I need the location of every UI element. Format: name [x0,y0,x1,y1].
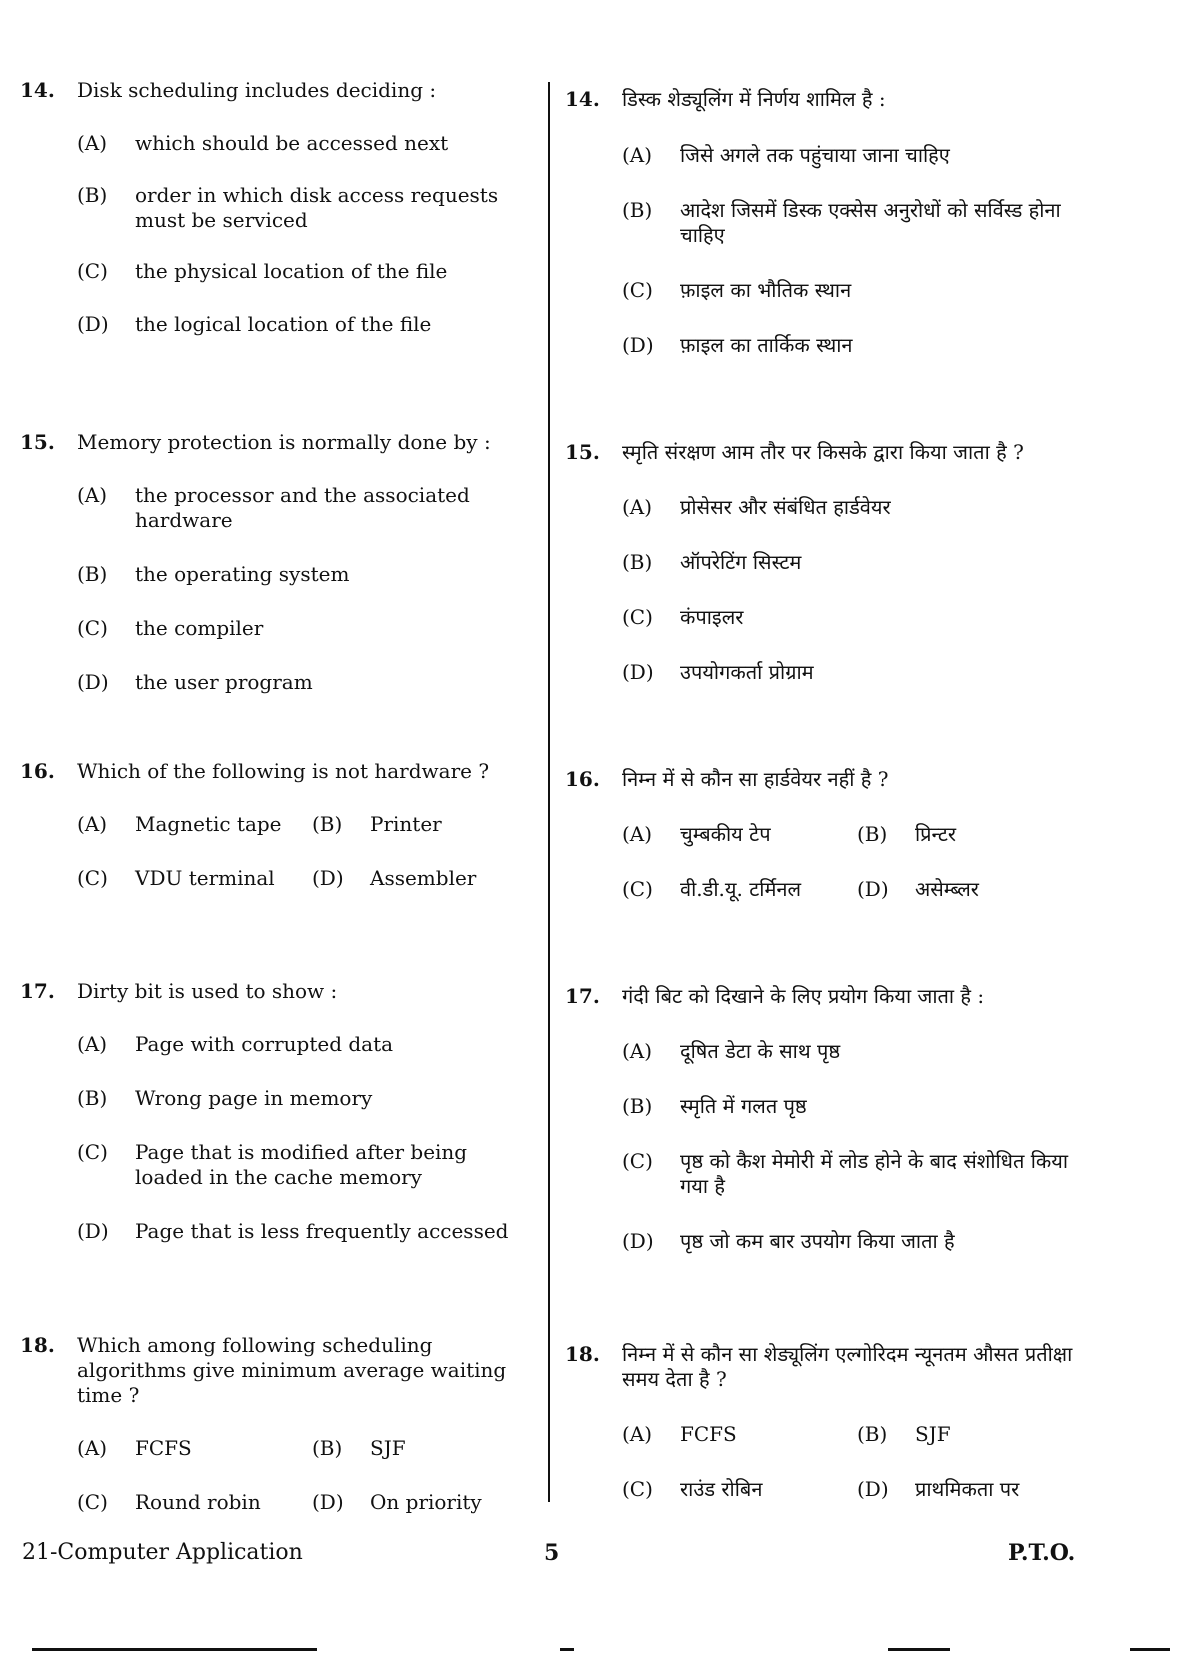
option-text: आदेश जिसमें डिस्क एक्सेस अनुरोधों को सर्विस्ड होना चाहिए [680,198,1061,247]
option-text: फ़ाइल का भौतिक स्थान [680,278,852,302]
option-text: पृष्ठ जो कम बार उपयोग किया जाता है [680,1229,955,1253]
option-label: (B) [77,1086,108,1110]
option-label: (B) [857,1422,888,1446]
question-text: Memory protection is normally done by : [77,430,491,454]
option-label: (A) [77,1436,108,1460]
question-number: 17. [20,979,55,1003]
option-label: (B) [857,822,888,846]
option-label: (C) [622,877,653,901]
question-text: गंदी बिट को दिखाने के लिए प्रयोग किया जाता है : [622,984,985,1008]
option-text: असेम्ब्लर [915,877,979,901]
question-text: Dirty bit is used to show : [77,979,338,1003]
option-label: (A) [77,812,108,836]
footer-page-number: 5 [544,1540,560,1566]
option-text: FCFS [680,1422,737,1446]
option-text: Printer [370,812,442,836]
option-label: (A) [622,1039,653,1063]
option-label: (D) [622,660,654,684]
option-text: प्राथमिकता पर [915,1477,1020,1501]
option-text: which should be accessed next [135,131,449,155]
question-number: 17. [565,984,600,1008]
question-number: 14. [565,87,600,111]
option-text: स्मृति में गलत पृष्ठ [680,1094,807,1118]
option-label: (B) [77,183,108,207]
question-text: निम्न में से कौन सा हार्डवेयर नहीं है ? [622,767,889,791]
option-text: प्रिन्टर [915,822,957,846]
question-17-hi [565,984,1085,1254]
question-text: Which of the following is not hardware ? [77,759,490,783]
option-label: (A) [77,483,108,507]
option-text: the physical location of the file [135,259,448,283]
question-16-hi [565,767,1085,902]
option-text: VDU terminal [135,866,275,890]
option-text: Page that is less frequently accessed [135,1219,509,1243]
option-text: Page that is modified after being loaded in the cache memory [135,1140,468,1189]
question-text: डिस्क शेड्यूलिंग में निर्णय शामिल है : [622,87,886,111]
option-label: (C) [77,1140,108,1164]
question-16-en [20,759,540,891]
option-label: (A) [77,131,108,155]
option-label: (A) [622,1422,653,1446]
option-label: (C) [77,616,108,640]
option-label: (B) [622,1094,653,1118]
option-text: order in which disk access requests must be serviced [135,183,499,232]
option-label: (C) [77,259,108,283]
question-18-en [20,1333,540,1515]
option-text: राउंड रोबिन [680,1477,763,1501]
option-label: (B) [312,1436,343,1460]
option-text: SJF [370,1436,406,1460]
option-label: (B) [312,812,343,836]
question-number: 14. [20,78,55,102]
bottom-rule-left [32,1648,317,1651]
option-label: (A) [622,143,653,167]
option-text: FCFS [135,1436,192,1460]
option-text: Wrong page in memory [135,1086,373,1110]
option-label: (A) [622,495,653,519]
question-15-en [20,430,540,695]
option-label: (C) [622,605,653,629]
question-14-hi [565,87,1085,358]
footer-pto: P.T.O. [1008,1540,1076,1566]
option-label: (A) [77,1032,108,1056]
question-number: 18. [565,1342,600,1366]
option-text: Round robin [135,1490,261,1514]
bottom-rule-edge [1130,1648,1170,1651]
option-text: Assembler [370,866,477,890]
question-18-hi [565,1342,1085,1502]
option-text: Magnetic tape [135,812,282,836]
option-text: जिसे अगले तक पहुंचाया जाना चाहिए [680,143,950,167]
option-label: (C) [622,1477,653,1501]
question-text: निम्न में से कौन सा शेड्यूलिंग एल्गोरिदम न्यूनतम औसत प्रतीक्षा समय देता है ? [622,1342,1073,1391]
bottom-rule-mid [560,1648,574,1651]
option-label: (C) [77,866,108,890]
option-label: (B) [622,550,653,574]
option-text: Page with corrupted data [135,1032,394,1056]
question-14-en [20,78,540,337]
option-text: On priority [370,1490,482,1514]
option-label: (D) [857,1477,889,1501]
option-text: the logical location of the file [135,312,432,336]
option-text: उपयोगकर्ता प्रोग्राम [680,660,814,684]
option-label: (D) [77,312,109,336]
question-text: Disk scheduling includes deciding : [77,78,437,102]
option-label: (C) [622,1149,653,1173]
option-label: (A) [622,822,653,846]
question-number: 18. [20,1333,55,1357]
option-text: वी.डी.यू. टर्मिनल [680,877,802,901]
option-label: (D) [622,333,654,357]
option-text: पृष्ठ को कैश मेमोरी में लोड होने के बाद संशोधित किया गया है [680,1149,1069,1198]
option-label: (C) [77,1490,108,1514]
option-label: (D) [312,866,344,890]
question-number: 15. [20,430,55,454]
option-text: the operating system [135,562,350,586]
bottom-rule-right [888,1648,950,1651]
option-text: ऑपरेटिंग सिस्टम [680,550,802,574]
option-text: the processor and the associated hardware [135,483,470,532]
column-divider [548,82,550,1502]
option-label: (D) [77,1219,109,1243]
option-text: प्रोसेसर और संबंधित हार्डवेयर [680,495,891,519]
question-17-en [20,979,540,1244]
option-label: (D) [857,877,889,901]
option-label: (C) [622,278,653,302]
question-number: 16. [20,759,55,783]
option-label: (D) [622,1229,654,1253]
option-text: फ़ाइल का तार्किक स्थान [680,333,853,357]
option-text: दूषित डेटा के साथ पृष्ठ [680,1039,841,1063]
option-label: (D) [312,1490,344,1514]
option-text: the user program [135,670,313,694]
option-text: SJF [915,1422,951,1446]
question-text: स्मृति संरक्षण आम तौर पर किसके द्वारा किया जाता है ? [622,440,1024,464]
option-label: (B) [622,198,653,222]
option-text: कंपाइलर [680,605,744,629]
question-text: Which among following scheduling algorithms give minimum average waiting time ? [77,1333,507,1407]
footer-subject: 21-Computer Application [22,1540,303,1565]
option-text: the compiler [135,616,264,640]
question-number: 16. [565,767,600,791]
option-text: चुम्बकीय टेप [680,822,771,846]
option-label: (B) [77,562,108,586]
option-label: (D) [77,670,109,694]
question-number: 15. [565,440,600,464]
question-15-hi [565,440,1085,685]
